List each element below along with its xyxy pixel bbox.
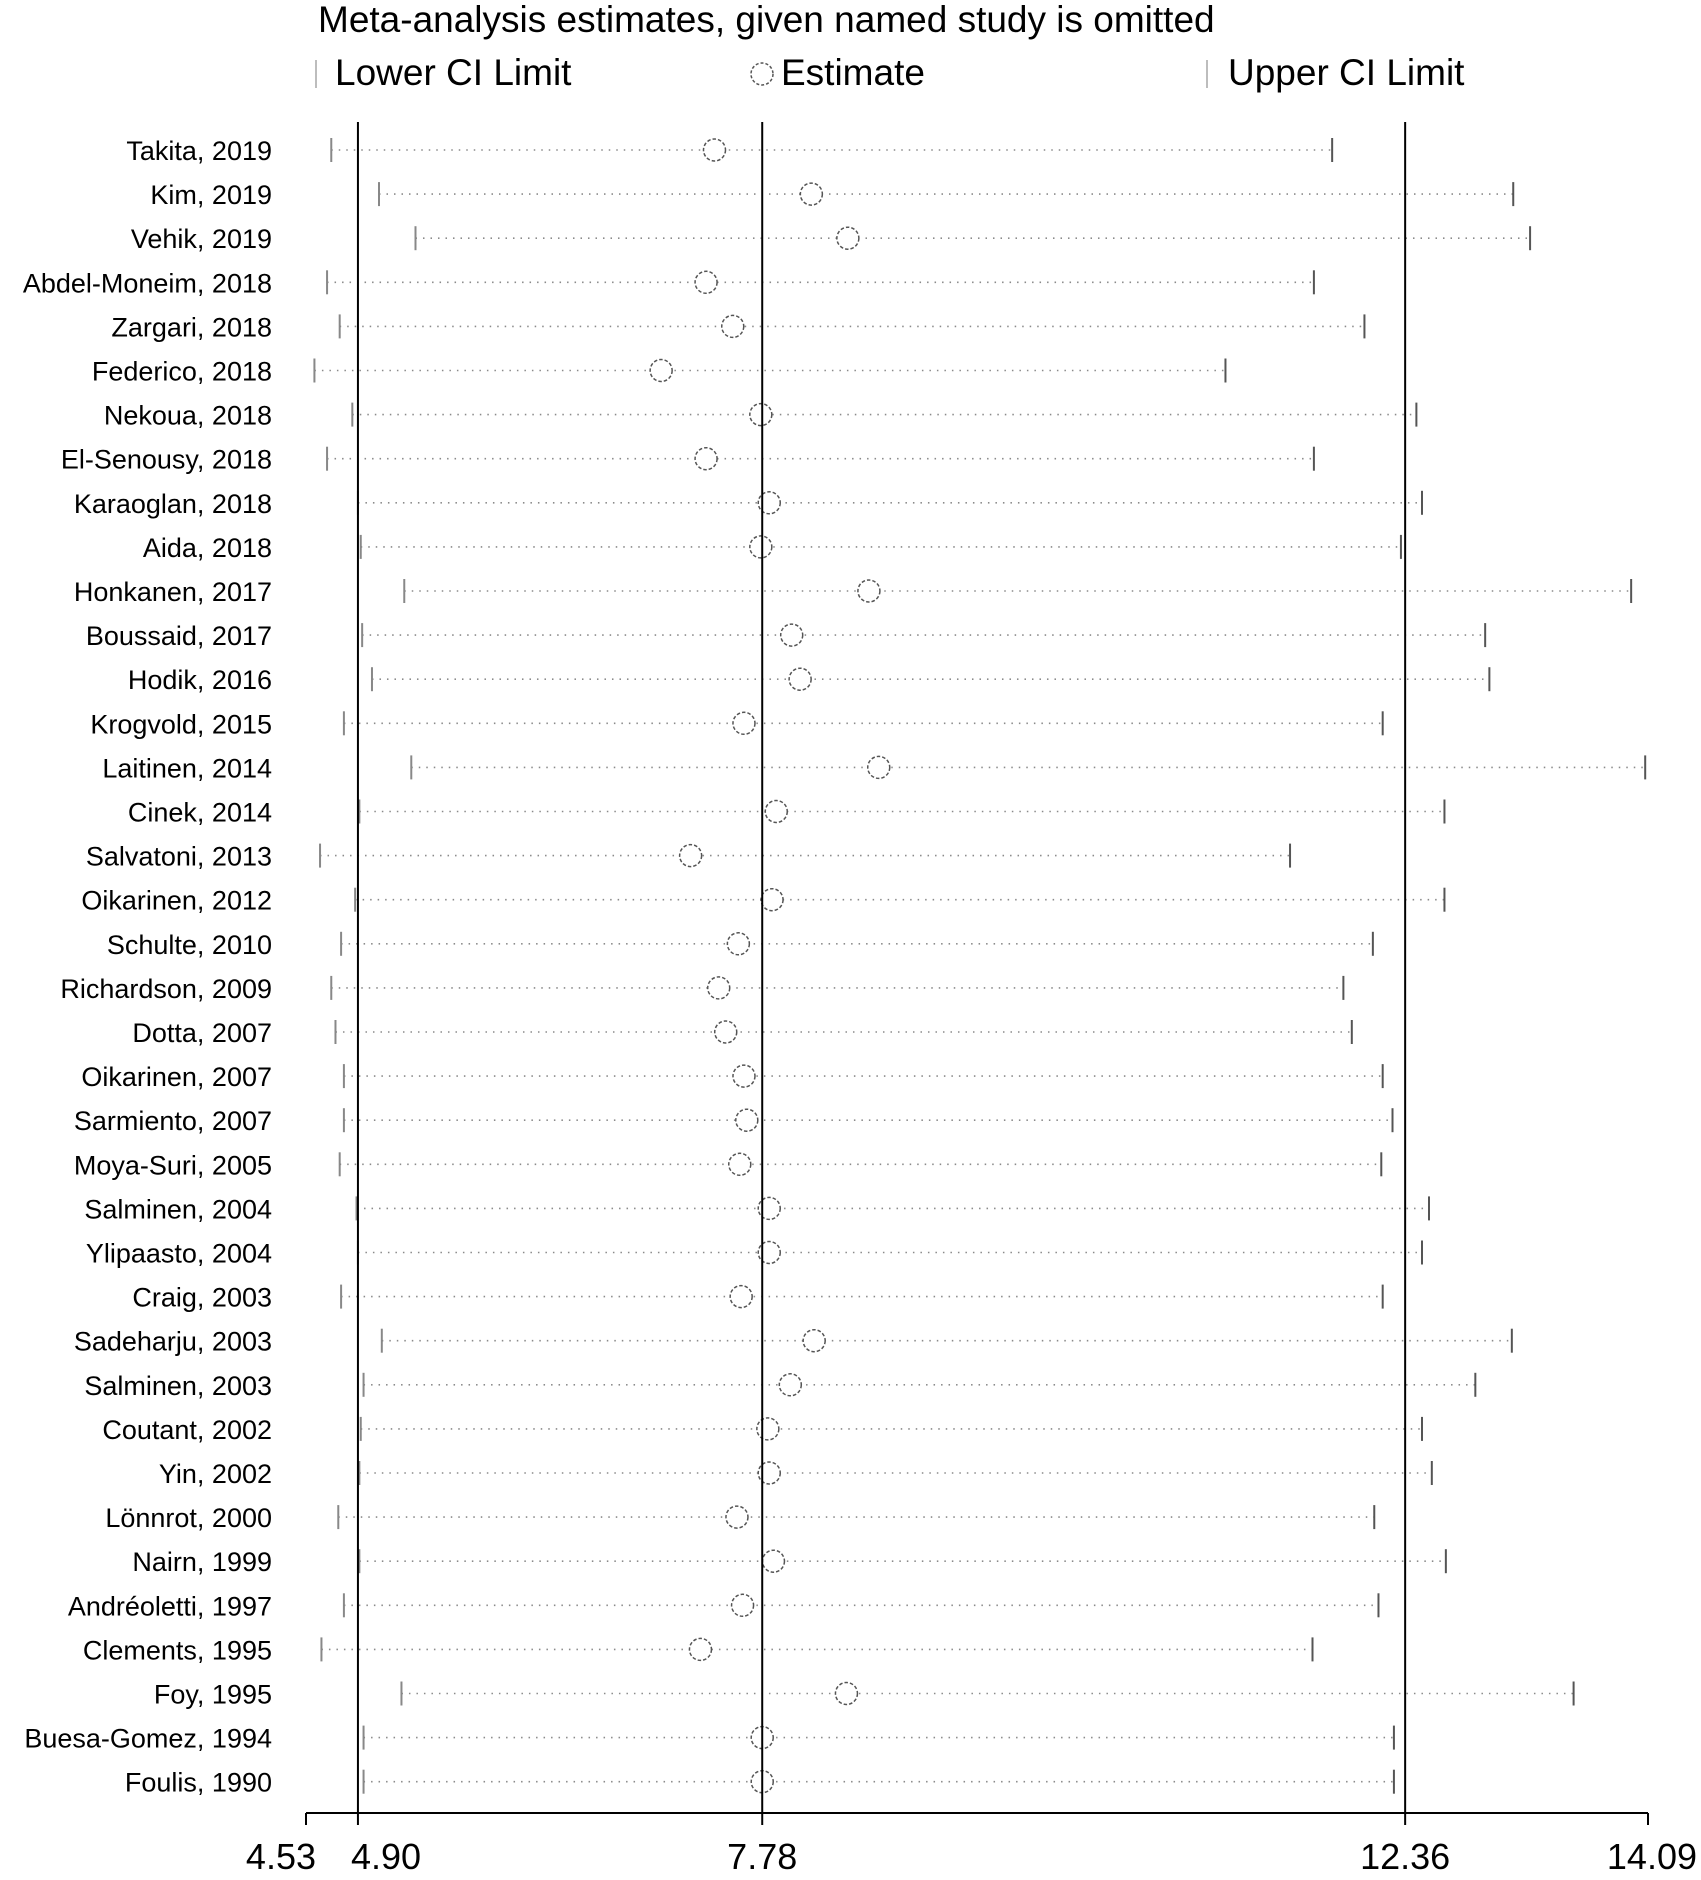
study-label: Schulte, 2010 (106, 929, 272, 960)
estimate-marker (750, 404, 772, 426)
estimate-marker (733, 1065, 755, 1087)
study-label: Craig, 2003 (132, 1282, 272, 1313)
study-row (84, 1194, 1429, 1224)
study-row (111, 312, 1364, 342)
study-row (86, 842, 1290, 872)
legend-lower-ci-label: Lower CI Limit (335, 52, 572, 93)
study-row (74, 1106, 1393, 1136)
study-label: Cinek, 2014 (127, 797, 272, 828)
estimate-marker (729, 1153, 751, 1175)
study-row (128, 665, 1489, 695)
study-label: Honkanen, 2017 (73, 577, 272, 607)
chart-title: Meta-analysis estimates, given named study is omitted (318, 0, 1215, 40)
study-row (102, 753, 1645, 783)
estimate-marker (695, 448, 717, 470)
estimate-marker (779, 1374, 801, 1396)
study-row (86, 621, 1485, 651)
study-row (90, 709, 1382, 739)
estimate-marker (703, 139, 725, 161)
reference-lines (358, 122, 1405, 1813)
study-row (23, 268, 1314, 298)
legend-estimate-label: Estimate (781, 52, 925, 93)
study-row (84, 1371, 1475, 1401)
x-axis (246, 1813, 1697, 1877)
estimate-marker (803, 1330, 825, 1352)
study-label: Kim, 2019 (150, 180, 272, 211)
x-tick-label: 4.53 (245, 1836, 316, 1877)
study-label: Takita, 2019 (126, 136, 272, 166)
estimate-marker (762, 1550, 784, 1572)
estimate-marker (835, 1683, 857, 1705)
estimate-marker (868, 756, 890, 778)
estimate-marker (715, 1021, 737, 1043)
study-label: Nairn, 1999 (132, 1547, 272, 1578)
x-tick-label: 12.36 (1360, 1836, 1451, 1877)
study-label: Boussaid, 2017 (85, 621, 272, 652)
study-label: Richardson, 2009 (60, 973, 272, 1004)
study-label: Sadeharju, 2003 (73, 1326, 272, 1357)
study-label: Moya-Suri, 2005 (73, 1150, 272, 1181)
study-label: Krogvold, 2015 (90, 709, 272, 740)
study-row (132, 1283, 1382, 1313)
study-row (74, 577, 1631, 607)
estimate-marker (726, 1506, 748, 1528)
study-row (159, 1459, 1432, 1489)
study-row (86, 1239, 1422, 1269)
study-label: Salminen, 2004 (84, 1194, 272, 1225)
x-tick-label: 4.90 (350, 1836, 422, 1877)
study-label: Buesa-Gomez, 1994 (24, 1723, 272, 1754)
estimate-marker (708, 977, 730, 999)
legend-upper-ci-label: Upper CI Limit (1228, 52, 1465, 93)
study-label: Dotta, 2007 (132, 1018, 272, 1048)
study-label: Salvatoni, 2013 (85, 841, 272, 872)
study-row (81, 1062, 1382, 1092)
study-label: Zargari, 2018 (111, 312, 272, 343)
study-row (132, 1018, 1351, 1048)
estimate-marker (800, 183, 822, 205)
study-label: Foy, 1995 (153, 1679, 272, 1710)
study-label: Vehik, 2019 (130, 224, 272, 255)
estimate-marker (761, 889, 783, 911)
study-row (154, 1680, 1574, 1710)
study-row (150, 180, 1513, 210)
estimate-marker (680, 845, 702, 867)
study-row (74, 1150, 1381, 1180)
estimate-marker (765, 801, 787, 823)
study-label: Andréoletti, 1997 (67, 1591, 272, 1622)
study-row (128, 798, 1445, 828)
estimate-marker (727, 933, 749, 955)
study-row (104, 401, 1417, 431)
study-row (83, 1635, 1313, 1665)
estimate-marker (733, 712, 755, 734)
x-tick-label: 14.09 (1606, 1836, 1697, 1877)
estimate-marker (722, 315, 744, 337)
estimate-marker (695, 271, 717, 293)
study-row (107, 930, 1373, 960)
study-label: Lönnrot, 2000 (105, 1503, 272, 1534)
study-rows (23, 136, 1645, 1798)
study-label: El-Senousy, 2018 (60, 444, 272, 475)
study-row (68, 1591, 1379, 1621)
estimate-marker (757, 1418, 779, 1440)
study-label: Oikarinen, 2007 (81, 1062, 272, 1093)
legend-estimate-icon (751, 63, 773, 85)
estimate-marker (689, 1638, 711, 1660)
legend (316, 52, 1465, 93)
study-row (125, 1768, 1394, 1798)
study-label: Ylipaasto, 2004 (85, 1238, 272, 1269)
study-row (131, 224, 1530, 254)
estimate-marker (732, 1594, 754, 1616)
study-row (60, 974, 1343, 1004)
estimate-marker (730, 1286, 752, 1308)
study-row (105, 1503, 1374, 1533)
study-label: Federico, 2018 (91, 356, 272, 387)
study-row (126, 136, 1332, 166)
study-label: Laitinen, 2014 (102, 753, 272, 784)
study-row (132, 1547, 1445, 1577)
study-row (74, 1327, 1512, 1357)
study-label: Karaoglan, 2018 (73, 488, 272, 519)
estimate-marker (789, 668, 811, 690)
study-row (24, 1724, 1394, 1754)
study-label: Abdel-Moneim, 2018 (22, 268, 272, 299)
study-label: Nekoua, 2018 (103, 400, 272, 431)
estimate-marker (736, 1109, 758, 1131)
x-tick-label: 7.78 (727, 1836, 798, 1877)
study-label: Yin, 2002 (158, 1459, 272, 1489)
estimate-marker (837, 227, 859, 249)
study-label: Clements, 1995 (82, 1635, 272, 1666)
study-row (143, 533, 1401, 563)
estimate-marker (858, 580, 880, 602)
study-label: Salminen, 2003 (84, 1370, 272, 1401)
study-label: Foulis, 1990 (124, 1767, 272, 1798)
study-label: Aida, 2018 (142, 532, 272, 563)
study-label: Hodik, 2016 (127, 665, 272, 696)
study-label: Coutant, 2002 (102, 1414, 272, 1445)
study-row (92, 357, 1226, 387)
study-row (61, 445, 1314, 475)
estimate-marker (650, 360, 672, 382)
estimate-marker (750, 536, 772, 558)
study-row (74, 489, 1422, 519)
estimate-marker (781, 624, 803, 646)
study-label: Oikarinen, 2012 (81, 885, 272, 916)
study-label: Sarmiento, 2007 (73, 1106, 272, 1137)
